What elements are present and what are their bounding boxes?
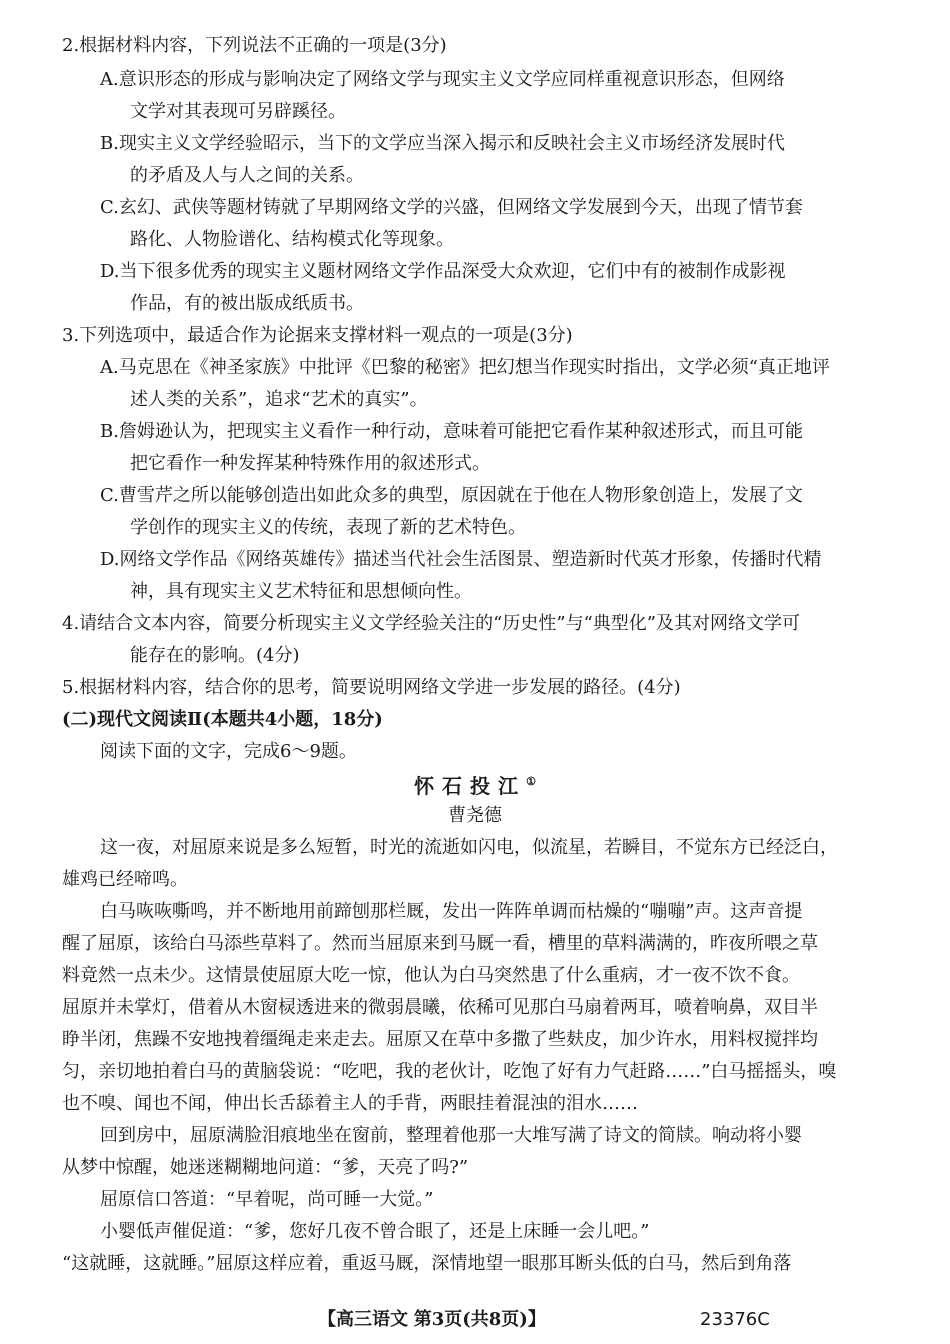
q3-option-c-line2: 学创作的现实主义的传统，表现了新的艺术特色。 — [130, 517, 526, 538]
q2-option-b-line1: B.现实主义文学经验昭示，当下的文学应当深入揭示和反映社会主义市场经济发展时代 — [100, 133, 785, 154]
paragraph-6-line1: “这就睡，这就睡。”屈原这样应着，重返马厩，深情地望一眼那耳断头低的白马，然后到角落 — [62, 1253, 792, 1274]
q3-option-a-line1: A.马克思在《神圣家族》中批评《巴黎的秘密》把幻想当作现实时指出，文学必须“真正地评 — [100, 357, 830, 378]
paragraph-4-line1: 屈原信口答道：“早着呢，尚可睡一大觉。” — [100, 1189, 434, 1210]
paragraph-3-line2: 从梦中惊醒，她迷迷糊糊地问道：“爹，天亮了吗?” — [62, 1157, 469, 1178]
q3-option-c-line1: C.曹雪芹之所以能够创造出如此众多的典型，原因就在于他在人物形象创造上，发展了文 — [100, 485, 803, 506]
q2-option-d-line1: D.当下很多优秀的现实主义题材网络文学作品深受大众欢迎，它们中有的被制作成影视 — [100, 261, 786, 282]
article-footnote-mark: ① — [526, 775, 536, 788]
q3-stem: 3.下列选项中，最适合作为论据来支撑材料一观点的一项是(3分) — [62, 325, 573, 346]
section-instruction: 阅读下面的文字，完成6～9题。 — [100, 741, 357, 762]
q5-stem: 5.根据材料内容，结合你的思考，简要说明网络文学进一步发展的路径。(4分) — [62, 677, 681, 698]
paragraph-2-line2: 醒了屈原，该给白马添些草料了。然而当屈原来到马厩一看，槽里的草料满满的，昨夜所喂之草 — [62, 933, 818, 954]
q3-option-a-line2: 述人类的关系”，追求“艺术的真实”。 — [130, 389, 428, 410]
q2-option-c-line2: 路化、人物脸谱化、结构模式化等现象。 — [130, 229, 454, 250]
paragraph-3-line1: 回到房中，屈原满脸泪痕地坐在窗前，整理着他那一大堆写满了诗文的简牍。响动将小婴 — [100, 1125, 802, 1146]
q2-option-c-line1: C.玄幻、武侠等题材铸就了早期网络文学的兴盛，但网络文学发展到今天，出现了情节套 — [100, 197, 803, 218]
paragraph-2-line3: 料竟然一点未少。这情景使屈原大吃一惊，他认为白马突然患了什么重病，才一夜不饮不食。 — [62, 965, 800, 986]
article-title-text: 怀石投江 — [414, 774, 527, 798]
footer-code: 23376C — [700, 1309, 770, 1330]
q3-option-d-line2: 神，具有现实主义艺术特征和思想倾向性。 — [130, 581, 472, 602]
paragraph-5-line1: 小婴低声催促道：“爹，您好几夜不曾合眼了，还是上床睡一会儿吧。” — [100, 1221, 650, 1242]
q3-option-d-line1: D.网络文学作品《网络英雄传》描述当代社会生活图景、塑造新时代英才形象，传播时代精 — [100, 549, 822, 570]
article-title — [0, 772, 950, 800]
paragraph-2-line1: 白马咴咴嘶鸣，并不断地用前蹄刨那栏厩，发出一阵阵单调而枯燥的“嘣嘣”声。这声音提 — [100, 901, 803, 922]
q2-option-d-line2: 作品，有的被出版成纸质书。 — [130, 293, 364, 314]
q3-option-b-line1: B.詹姆逊认为，把现实主义看作一种行动，意味着可能把它看作某种叙述形式，而且可能 — [100, 421, 803, 442]
q4-stem-line2: 能存在的影响。(4分) — [130, 645, 300, 666]
q4-stem-line1: 4.请结合文本内容，简要分析现实主义文学经验关注的“历史性”与“典型化”及其对网络文学可 — [62, 613, 800, 634]
q2-stem: 2.根据材料内容，下列说法不正确的一项是(3分) — [62, 35, 447, 56]
paragraph-2-line7: 也不嗅、闻也不闻，伸出长舌舔着主人的手背，两眼挂着混浊的泪水…… — [62, 1093, 638, 1114]
paragraph-2-line6: 匀，亲切地拍着白马的黄脑袋说：“吃吧，我的老伙计，吃饱了好有力气赶路……”白马摇摇头，嗅 — [62, 1061, 837, 1082]
article-author: 曹尧德 — [448, 805, 502, 826]
paragraph-2-line4: 屈原并未掌灯，借着从木窗棂透进来的微弱晨曦，依稀可见那白马扇着两耳，喷着响鼻，双目半 — [62, 997, 818, 1018]
paragraph-1-line1: 这一夜，对屈原来说是多么短暂，时光的流逝如闪电，似流星，若瞬目，不觉东方已经泛白， — [100, 837, 838, 858]
footer-page: 第3页(共8页)】 — [413, 1309, 546, 1330]
paragraph-1-line2: 雄鸡已经啼鸣。 — [62, 869, 188, 890]
q2-option-a-line1: A.意识形态的形成与影响决定了网络文学与现实主义文学应同样重视意识形态，但网络 — [100, 69, 785, 90]
q3-option-b-line2: 把它看作一种发挥某种特殊作用的叙述形式。 — [130, 453, 490, 474]
q2-option-a-line2: 文学对其表现可另辟蹊径。 — [130, 101, 346, 122]
section-heading: (二)现代文阅读Ⅱ(本题共4小题，18分) — [62, 709, 383, 730]
q2-option-b-line2: 的矛盾及人与人之间的关系。 — [130, 165, 364, 186]
paragraph-2-line5: 睁半闭，焦躁不安地拽着缰绳走来走去。屈原又在草中多撒了些麸皮，加少许水，用料杈搅拌均 — [62, 1029, 818, 1050]
page-footer — [318, 1306, 546, 1334]
footer-subject: 【高三语文 — [318, 1309, 408, 1330]
